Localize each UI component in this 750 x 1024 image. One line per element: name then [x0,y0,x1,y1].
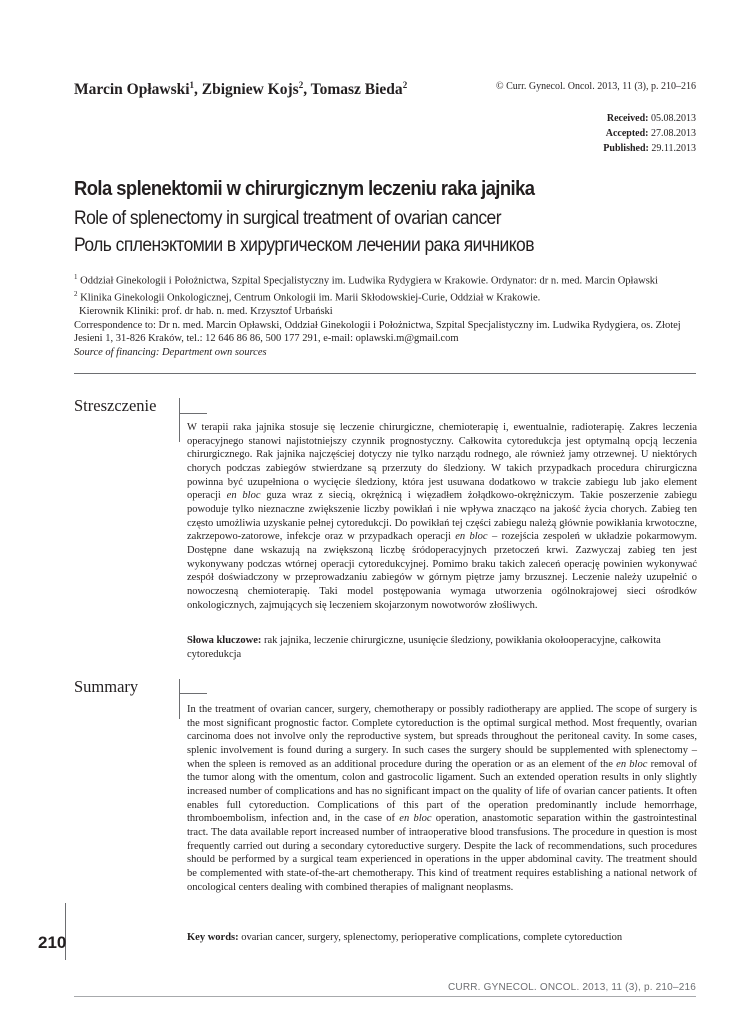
affiliation-2-text: Klinika Ginekologii Onkologicznej, Centrum Onkologii im. Marii Skłodowskiej-Curie, Oddział w Krakowie. [77,292,541,304]
streszczenie-text-2: guza wraz z siecią, okrężnicą i więzadłem żołądkowo-okrężniczym. Takie poszerzenie zabiegu powoduje tylko nieznaczne zwiększenie liczby powikłań i nie wpływa znacząco na jakość życia chorych. Zabieg ten często umożliwia uzyskanie pełnej cytoredukcji. Do powikłań tej części zabiegu należą głównie powikłania krwotoczne, zakrzepowo-zatorowe, infekcje oraz w przypadkach operacji [187,490,698,543]
accepted-label: Accepted: [605,128,649,139]
slowa-kluczowe [187,634,697,661]
received-date: 05.08.2013 [651,113,696,124]
summary-text-1: In the treatment of ovarian cancer, surgery, chemotherapy or possibly radiotherapy are applied. The scope of surgery is the most significant prognostic factor. Complete cytoreduction is the optimal surgical method. Most frequently, ovarian carcinoma does not involve only the reproductive system, but spreads throughout the peritoneal cavity. In some cases, splenic involvement is found during a surgery. In such cases the surgery should be supplemented with splenectomy – when the spleen is removed as an additional procedure during the operation or as an element of the [187,704,697,770]
author-name: Tomasz Bieda [310,81,403,99]
streszczenie-text-3: – rozejścia zespoleń w układzie pokarmowym. Dostępne dane wskazują na zwiększoną liczbę śródoperacyjnych przetoczeń krwi. Zazwyczaj zabieg ten jest wykonywany podczas wtórnej operacji cytoredukcyjnej. Pomimo braku takich zaleceń operację powinien wykonywać zespół doświadczony w przeprowadzaniu zabiegów w górnym piętrze jamy brzusznej. Leczenie należy uzupełnić o nowoczesną chemioterapię. Taki model postępowania wymaga utworzenia ogólnokrajowej sieci ośrodków onkologicznych, zajmujących się leczeniem skojarzonym nowotworów złośliwych. [187,531,698,611]
affiliations-block [74,271,704,359]
streszczenie-emphasis-1: en bloc [226,490,261,502]
affiliation-1 [74,271,704,288]
slowa-kluczowe-label: Słowa kluczowe: [187,635,262,646]
affiliation-1-text: Oddział Ginekologii i Położnictwa, Szpital Specjalistyczny im. Ludwika Rydygiera w Krakowie. Ordynator: dr n. med. Marcin Opławski [77,275,658,287]
source-of-financing: Source of financing: Department own sources [74,346,267,358]
streszczenie-divider-horizontal [179,413,207,414]
affiliation-2-head: Kierownik Kliniki: prof. dr hab. n. med. Krzysztof Urbański [79,306,333,317]
author-affiliation-mark: 1 [189,80,195,90]
published-date: 29.11.2013 [651,143,696,154]
article-dates [476,111,696,156]
key-words [187,931,697,945]
page-number: 210 [38,933,67,952]
summary-body [187,703,697,894]
streszczenie-heading: Streszczenie [74,396,157,415]
author-name: Zbigniew Kojs [201,81,299,99]
summary-heading: Summary [74,677,139,696]
summary-divider-horizontal [179,693,207,694]
received-date-line [476,111,696,126]
accepted-date-line [476,126,696,141]
streszczenie-text-1: W terapii raka jajnika stosuje się leczenie chirurgiczne, chemioterapię i, ewentualnie, radioterapię. Zakres leczenia operacyjnego stanowi najistotniejszy czynnik prognostyczny. Całkowita cytoredukcja jest optymalną opcją leczenia chirurgicznego. Rak jajnika najczęściej dotyczy nie tylko narządu rodnego, ale również jamy otrzewnej. U niektórych chorych podczas zabiegów stwierdzane są przerzuty do śledziony. W takich przypadkach procedura chirurgiczna powinna być uzupełniona o wycięcie śledziony, która jest usuwana dodatkowo w trakcie zabiegu lub jako element operacji [187,422,697,502]
footer-divider [74,996,696,997]
affiliation-2 [74,288,704,305]
affiliation-2-mark: 2 [74,290,78,298]
streszczenie-paragraph [187,421,697,612]
streszczenie-emphasis-2: en bloc [455,531,488,543]
affiliation-1-mark: 1 [74,273,78,281]
published-label: Published: [603,143,649,154]
title-polish: Rola splenektomii w chirurgicznym leczeniu raka jajnika [74,178,535,200]
running-footer: CURR. GYNECOL. ONCOL. 2013, 11 (3), p. 210–216 [447,982,696,993]
author-name: Marcin Opławski [74,81,190,99]
published-date-line [476,141,696,156]
author-list: Marcin Opławski$^1$, Zbigniew Kojs$^2$, Tomasz Bieda$^2$ [74,80,408,99]
author-affiliation-mark: 2 [298,80,304,90]
title-english: Role of splenectomy in surgical treatment of ovarian cancer [74,208,501,229]
received-label: Received: [606,113,649,124]
correspondence: Correspondence to: Dr n. med. Marcin Opławski, Oddział Ginekologii i Położnictwa, Szpital Specjalistyczny im. Ludwika Rydygiera, os. Złotej Jesieni 1, 31-826 Kraków, tel.: 12 646 86 86, 500 177 291, e-mail: oplawski.m@gmail.com [74,319,681,344]
summary-divider-vertical [179,679,180,719]
slowa-kluczowe-text: rak jajnika, leczenie chirurgiczne, usunięcie śledziony, powikłania okołooperacyjne, całkowita cytoredukcja [187,635,661,660]
summary-emphasis-2: en bloc [399,813,432,825]
summary-text-3: operation, anastomotic separation within the gastrointestinal tract. The data available report increased number of intraoperative blood transfusions. The procedure in question is most frequently carried out during a secondary cytoreductive surgery. Despite the lack of recommendations, such procedures should be performed by a surgical team experienced in operations in the upper abdominal cavity. The treatment should be complemented with state-of-the-art chemotherapy. This kind of treatment requires establishing a national network of oncological centers dealing with combined therapies of malignant neoplasms. [187,813,697,893]
streszczenie-body [187,421,697,612]
key-words-text: ovarian cancer, surgery, splenectomy, perioperative complications, complete cytoreduction [241,932,623,943]
summary-text-2: removal of the tumor along with the omentum, colon and gastrocolic ligament. Such an extended operation results in only slightly increased number of complications and has no significant impact on the quality of life of ovarian cancer patients. It often enables full cytoreduction. Complications of this part of the operation predominantly include hemorrhage, thromboembolism, infection and, in the case of [187,758,698,825]
summary-emphasis-1: en bloc [616,758,648,770]
accepted-date: 27.08.2013 [651,128,696,139]
title-russian: Роль спленэктомии в хирургическом лечении рака яичников [74,235,534,256]
header-divider [74,373,696,374]
author-affiliation-mark: 2 [402,80,408,90]
key-words-label: Key words: [187,932,239,943]
summary-paragraph [187,703,697,894]
journal-citation: © Curr. Gynecol. Oncol. 2013, 11 (3), p. 210–216 [496,81,696,92]
streszczenie-divider-vertical [179,398,180,442]
